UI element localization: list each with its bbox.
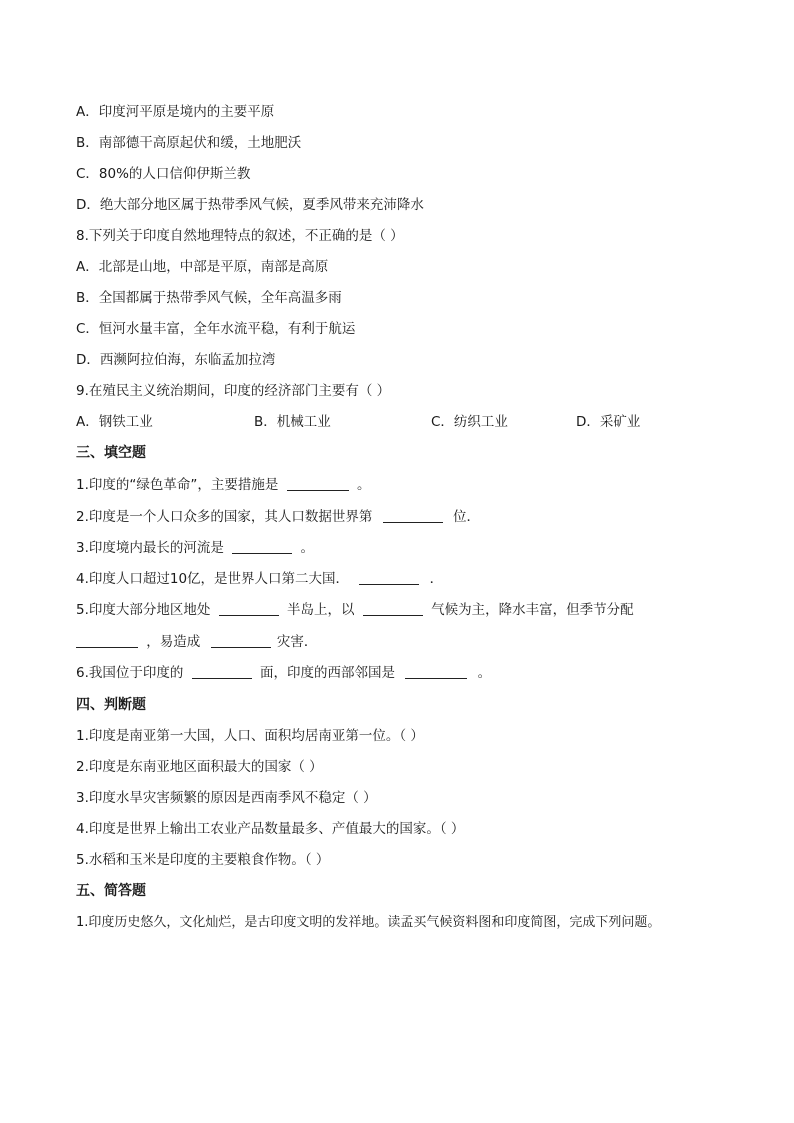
fill-q4-text: 4.印度人口超过10亿，是世界人口第二大国． bbox=[76, 571, 350, 587]
fill-q5-end: 灾害． bbox=[276, 634, 318, 650]
judge-q2: 2.印度是东南亚地区面积最大的国家（ ） bbox=[76, 759, 323, 775]
short-answer-q1: 1.印度历史悠久，文化灿烂，是古印度文明的发祥地。读孟买气候资料图和印度简图，完成下列问题。 bbox=[76, 915, 661, 930]
q8-option-c: C．恒河水量丰富，全年水流平稳，有利于航运 bbox=[76, 321, 356, 337]
judge-q5: 5.水稻和玉米是印度的主要粮食作物。（ ） bbox=[76, 852, 330, 868]
section5-heading: 五、简答题 bbox=[76, 883, 146, 899]
fill-q2-text: 2.印度是一个人口众多的国家，其人口数据世界第 bbox=[76, 509, 373, 525]
q9-option-c: C．纺织工业 bbox=[431, 414, 508, 430]
fill-q5-continued bbox=[76, 632, 317, 652]
fill-blank[interactable] bbox=[76, 633, 138, 648]
fill-blank[interactable] bbox=[211, 633, 271, 648]
fill-q1-text: 1.印度的“绿色革命”，主要措施是 bbox=[76, 477, 279, 493]
fill-q3-text: 3.印度境内最长的河流是 bbox=[76, 540, 224, 556]
q8-option-b: B．全国都属于热带季风气候，全年高温多雨 bbox=[76, 290, 342, 306]
fill-q1-end: 。 bbox=[356, 477, 371, 493]
q7-option-a: A．印度河平原是境内的主要平原 bbox=[76, 104, 275, 120]
fill-q5-text: 5.印度大部分地区地处 bbox=[76, 602, 211, 618]
fill-blank[interactable] bbox=[383, 508, 443, 523]
fill-blank[interactable] bbox=[219, 601, 279, 616]
fill-blank[interactable] bbox=[192, 664, 252, 679]
q7-option-c: C．80%的人口信仰伊斯兰教 bbox=[76, 166, 251, 182]
q9-option-a: A．钢铁工业 bbox=[76, 414, 153, 430]
fill-blank[interactable] bbox=[363, 601, 423, 616]
fill-q5-text-2: 半岛上，以 bbox=[286, 602, 355, 618]
fill-q3 bbox=[76, 538, 314, 558]
fill-q5-text-3: 气候为主，降水丰富，但季节分配 bbox=[431, 602, 634, 618]
fill-q3-end: 。 bbox=[300, 540, 314, 556]
fill-q4 bbox=[76, 569, 443, 589]
fill-blank[interactable] bbox=[359, 570, 419, 585]
q7-option-b: B．南部德干高原起伏和缓，土地肥沃 bbox=[76, 135, 302, 151]
q9-option-b: B．机械工业 bbox=[254, 414, 331, 430]
judge-q4: 4.印度是世界上输出工农业产品数量最多、产值最大的国家。（ ） bbox=[76, 821, 465, 837]
fill-q2-end: 位． bbox=[452, 509, 480, 525]
fill-q5 bbox=[76, 600, 634, 620]
fill-q5-text-4: ，易造成 bbox=[146, 634, 201, 650]
q8-option-a: A．北部是山地，中部是平原，南部是高原 bbox=[76, 259, 329, 275]
fill-q6-text-2: 面，印度的西部邻国是 bbox=[259, 665, 395, 681]
fill-q2 bbox=[76, 507, 480, 527]
fill-q6-end: 。 bbox=[477, 665, 492, 681]
fill-blank[interactable] bbox=[405, 664, 467, 679]
fill-blank[interactable] bbox=[287, 476, 349, 491]
fill-q6-text: 6.我国位于印度的 bbox=[76, 665, 184, 681]
section3-heading: 三、填空题 bbox=[76, 445, 146, 461]
q8-option-d: D．西濒阿拉伯海，东临孟加拉湾 bbox=[76, 352, 276, 368]
fill-q6 bbox=[76, 663, 491, 683]
section4-heading: 四、判断题 bbox=[76, 697, 146, 713]
fill-q1 bbox=[76, 475, 370, 495]
q9-option-d: D．采矿业 bbox=[576, 414, 641, 430]
judge-q1: 1.印度是南亚第一大国，人口、面积均居南亚第一位。（ ） bbox=[76, 728, 424, 744]
judge-q3: 3.印度水旱灾害频繁的原因是西南季风不稳定（ ） bbox=[76, 790, 377, 806]
q8-stem: 8.下列关于印度自然地理特点的叙述，不正确的是（ ） bbox=[76, 228, 404, 244]
q9-stem: 9.在殖民主义统治期间，印度的经济部门主要有（ ） bbox=[76, 383, 391, 399]
q7-option-d: D．绝大部分地区属于热带季风气候，夏季风带来充沛降水 bbox=[76, 197, 424, 213]
fill-q4-end: ． bbox=[429, 571, 444, 587]
fill-blank[interactable] bbox=[232, 539, 292, 554]
